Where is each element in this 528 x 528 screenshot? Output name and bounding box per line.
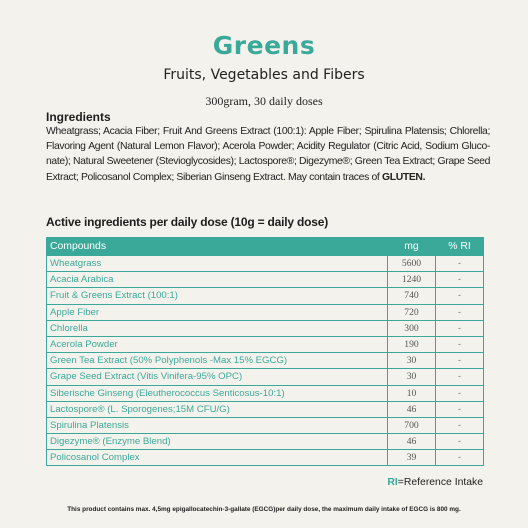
compound-mg: 46 bbox=[388, 401, 436, 417]
ri-definition: =Reference Intake bbox=[397, 477, 483, 488]
compound-name: Fruit & Greens Extract (100:1) bbox=[47, 288, 388, 304]
table-row bbox=[47, 401, 484, 417]
compound-name: Apple Fiber bbox=[47, 304, 388, 320]
table-row bbox=[47, 450, 484, 466]
compound-mg: 1240 bbox=[388, 272, 436, 288]
compound-ri: - bbox=[436, 353, 484, 369]
compound-name: Acacia Arabica bbox=[47, 272, 388, 288]
table-row bbox=[47, 353, 484, 369]
product-title: Greens bbox=[212, 31, 316, 60]
compound-ri: - bbox=[436, 434, 484, 450]
compound-mg: 5600 bbox=[388, 256, 436, 272]
table-row bbox=[47, 304, 484, 320]
table-row bbox=[47, 336, 484, 352]
compound-ri: - bbox=[436, 256, 484, 272]
compound-name: Wheatgrass bbox=[47, 256, 388, 272]
table-row bbox=[47, 272, 484, 288]
column-header-compounds: Compounds bbox=[47, 238, 388, 256]
package-doses: 300gram, 30 daily doses bbox=[205, 94, 323, 108]
compound-mg: 740 bbox=[388, 288, 436, 304]
compound-mg: 30 bbox=[388, 353, 436, 369]
compound-name: Siberische Ginseng (Eleutherococcus Senticosus-10:1) bbox=[47, 385, 388, 401]
table-row bbox=[47, 256, 484, 272]
compound-name: Digezyme® (Enzyme Blend) bbox=[47, 434, 388, 450]
column-header-mg: mg bbox=[388, 238, 436, 256]
compound-ri: - bbox=[436, 320, 484, 336]
active-ingredients-table bbox=[46, 237, 484, 466]
compound-ri: - bbox=[436, 369, 484, 385]
ingredients-heading: Ingredients bbox=[46, 110, 111, 124]
compound-name: Grape Seed Extract (Vitis Vinifera-95% OPC) bbox=[47, 369, 388, 385]
table-row bbox=[47, 369, 484, 385]
compound-name: Acerola Powder bbox=[47, 336, 388, 352]
compound-mg: 720 bbox=[388, 304, 436, 320]
ingredients-list: Wheatgrass; Acacia Fiber; Fruit And Greens Extract (100:1): Apple Fiber; Spirulina Platensis; Chlorella; Flavoring Agent (Natural Lemon Flavor); Acerola Powder; Acidity Regulator (Citric Acid, Sodium Gluco-nate); Natural Sweetener (Stevioglycosides); Lactospore®; Digezyme®; Green Tea Extract; Grape Seed Extract; Policosanol Complex; Siberian Ginseng Extract. May contain traces of bbox=[46, 126, 491, 183]
compound-name: Policosanol Complex bbox=[47, 450, 388, 466]
compound-mg: 700 bbox=[388, 417, 436, 433]
table-row bbox=[47, 417, 484, 433]
table-row bbox=[47, 320, 484, 336]
compound-ri: - bbox=[436, 385, 484, 401]
compound-mg: 300 bbox=[388, 320, 436, 336]
compound-ri: - bbox=[436, 304, 484, 320]
allergen-warning: GLUTEN. bbox=[381, 171, 426, 183]
compound-ri: - bbox=[436, 417, 484, 433]
compound-mg: 10 bbox=[388, 385, 436, 401]
compound-mg: 39 bbox=[388, 450, 436, 466]
compound-ri: - bbox=[436, 288, 484, 304]
compound-name: Lactospore® (L. Sporogenes;15M CFU/G) bbox=[47, 401, 388, 417]
table-row bbox=[47, 434, 484, 450]
compound-ri: - bbox=[436, 336, 484, 352]
compound-ri: - bbox=[436, 401, 484, 417]
ri-legend bbox=[387, 477, 483, 488]
compound-name: Green Tea Extract (50% Polyphenols -Max 15% EGCG) bbox=[47, 353, 388, 369]
column-header-ri: % RI bbox=[436, 238, 484, 256]
ingredients-text bbox=[46, 124, 490, 185]
compound-name: Spirulina Platensis bbox=[47, 417, 388, 433]
active-ingredients-heading: Active ingredients per daily dose (10g = daily dose) bbox=[46, 215, 329, 229]
compound-mg: 30 bbox=[388, 369, 436, 385]
ri-abbreviation: RI bbox=[387, 477, 398, 488]
compound-name: Chlorella bbox=[47, 320, 388, 336]
egcg-footnote: This product contains max. 4,5mg epigallocatechin-3-gallate (EGCG)per daily dose, the maximum daily intake of EGCG is 800 mg. bbox=[67, 506, 461, 513]
compound-mg: 46 bbox=[388, 434, 436, 450]
table-row bbox=[47, 385, 484, 401]
table-header-row bbox=[47, 238, 484, 256]
compound-ri: - bbox=[436, 272, 484, 288]
compound-ri: - bbox=[436, 450, 484, 466]
product-subtitle: Fruits, Vegetables and Fibers bbox=[163, 67, 365, 83]
compound-mg: 190 bbox=[388, 336, 436, 352]
table-row bbox=[47, 288, 484, 304]
